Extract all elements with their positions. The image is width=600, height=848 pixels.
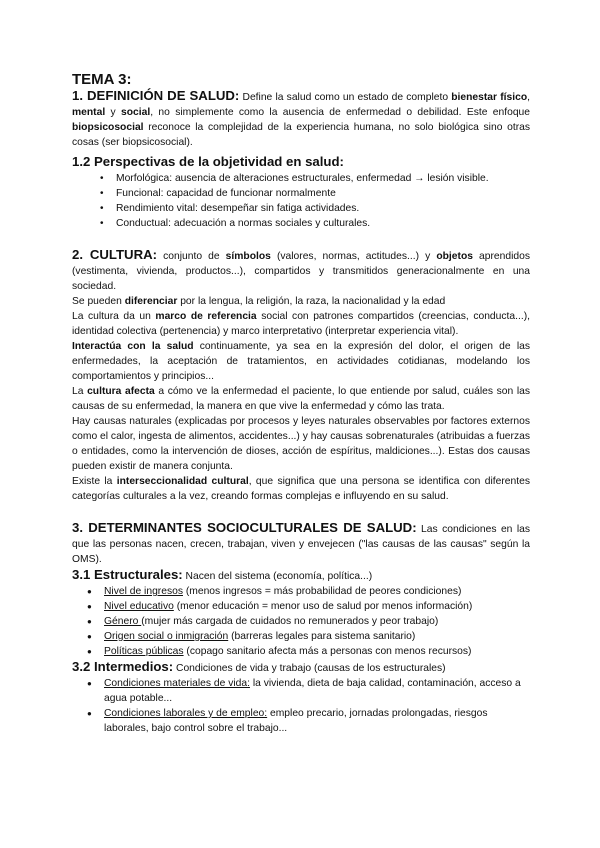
list-item: • Funcional: capacidad de funcionar normalmente xyxy=(72,186,530,201)
paragraph: La cultura afecta a cómo ve la enfermedad el paciente, lo que entiende por salud, cuáles son las causas de su enfermedad, la manera en que vive la enfermedad y cómo las trata. xyxy=(72,386,530,412)
section-3-heading: 3. DETERMINANTES SOCIOCULTURALES DE SALUD: xyxy=(72,520,417,535)
paragraph: Existe la interseccionalidad cultural, que significa que una persona se identifica con diferentes categorías culturales a la vez, creando formas complejas e influyendo en su salud. xyxy=(72,476,530,502)
doc-title: TEMA 3: xyxy=(72,71,132,88)
paragraph: Interactúa con la salud continuamente, ya sea en la expresión del dolor, el origen de las enfermedades, la aceptación de tratamientos, en actividades cotidianas, modelando los comportamientos y principios... xyxy=(72,341,530,382)
list-item: ● Género (mujer más cargada de cuidados no remunerados y peor trabajo) xyxy=(72,614,530,629)
list-item: ● Nivel educativo (menor educación = menor uso de salud por menos información) xyxy=(72,599,530,614)
list-item: ● Condiciones laborales y de empleo: empleo precario, jornadas prolongadas, riesgos laborales, bajo control sobre el trabajo... xyxy=(72,706,530,736)
section-3-determinantes: 3. DETERMINANTES SOCIOCULTURALES DE SALUD: Las condiciones en las que las personas nacen, crecen, trabajan, viven y envejecen ("las causas de las causas" según la OMS). xyxy=(72,520,531,565)
perspectivas-list xyxy=(72,171,530,231)
section-3-1: 3.1 Estructurales: Nacen del sistema (economía, política...) xyxy=(72,567,373,582)
estructurales-list xyxy=(72,584,530,659)
section-3-1-heading: 3.1 Estructurales: xyxy=(72,567,183,582)
paragraph: Se pueden diferenciar por la lengua, la religión, la raza, la nacionalidad y la edad xyxy=(72,296,446,307)
intermedios-list xyxy=(72,676,530,736)
section-2-heading: 2. CULTURA: xyxy=(72,247,158,262)
list-item: ● Políticas públicas (copago sanitario afecta más a personas con menos recursos) xyxy=(72,644,530,659)
list-item: • Morfológica: ausencia de alteraciones estructurales, enfermedad → lesión visible. xyxy=(72,171,530,186)
section-1-2-heading: 1.2 Perspectivas de la objetividad en salud: xyxy=(72,154,344,169)
list-item: • Conductual: adecuación a normas sociales y culturales. xyxy=(72,216,530,231)
list-item: ● Origen social o inmigración (barreras legales para sistema sanitario) xyxy=(72,629,530,644)
section-1-heading: 1. DEFINICIÓN DE SALUD: xyxy=(72,88,240,103)
document-page xyxy=(72,72,530,736)
list-item: • Rendimiento vital: desempeñar sin fatiga actividades. xyxy=(72,201,530,216)
section-3-2-heading: 3.2 Intermedios: xyxy=(72,659,174,674)
paragraph: La cultura da un marco de referencia social con patrones compartidos (creencias, conducta...), identidad colectiva (pertenencia) y marco interpretativo (interpretar experiencia vital). xyxy=(72,311,530,337)
paragraph: Hay causas naturales (explicadas por procesos y leyes naturales observables por factores externos como el calor, ingesta de alimentos, accidentes...) y hay causas sobrenaturales (atribuidas a fuerzas o entidades, como la intervención de dioses, acción de espíritus, maldiciones...). Estas dos causas pueden existir de manera conjunta. xyxy=(72,416,530,472)
section-3-2: 3.2 Intermedios: Condiciones de vida y trabajo (causas de los estructurales) xyxy=(72,659,446,674)
section-1-definicion: 1. DEFINICIÓN DE SALUD: Define la salud como un estado de completo bienestar físico, mental y social, no simplemente como la ausencia de enfermedad o debilidad. Este enfoque biopsicosocial reconoce la complejidad de la experiencia humana, no solo biológica sino otras cosas (ser biopsicosocial). xyxy=(72,88,530,148)
section-2-cultura: 2. CULTURA: conjunto de símbolos (valores, normas, actitudes...) y objetos aprendidos (vestimenta, vivienda, productos...), compartidos y transmitidos generacionalmente en una sociedad. xyxy=(72,247,531,292)
list-item: ● Nivel de ingresos (menos ingresos = más probabilidad de peores condiciones) xyxy=(72,584,530,599)
list-item: ● Condiciones materiales de vida: la vivienda, dieta de baja calidad, contaminación, acceso a agua potable... xyxy=(72,676,530,706)
